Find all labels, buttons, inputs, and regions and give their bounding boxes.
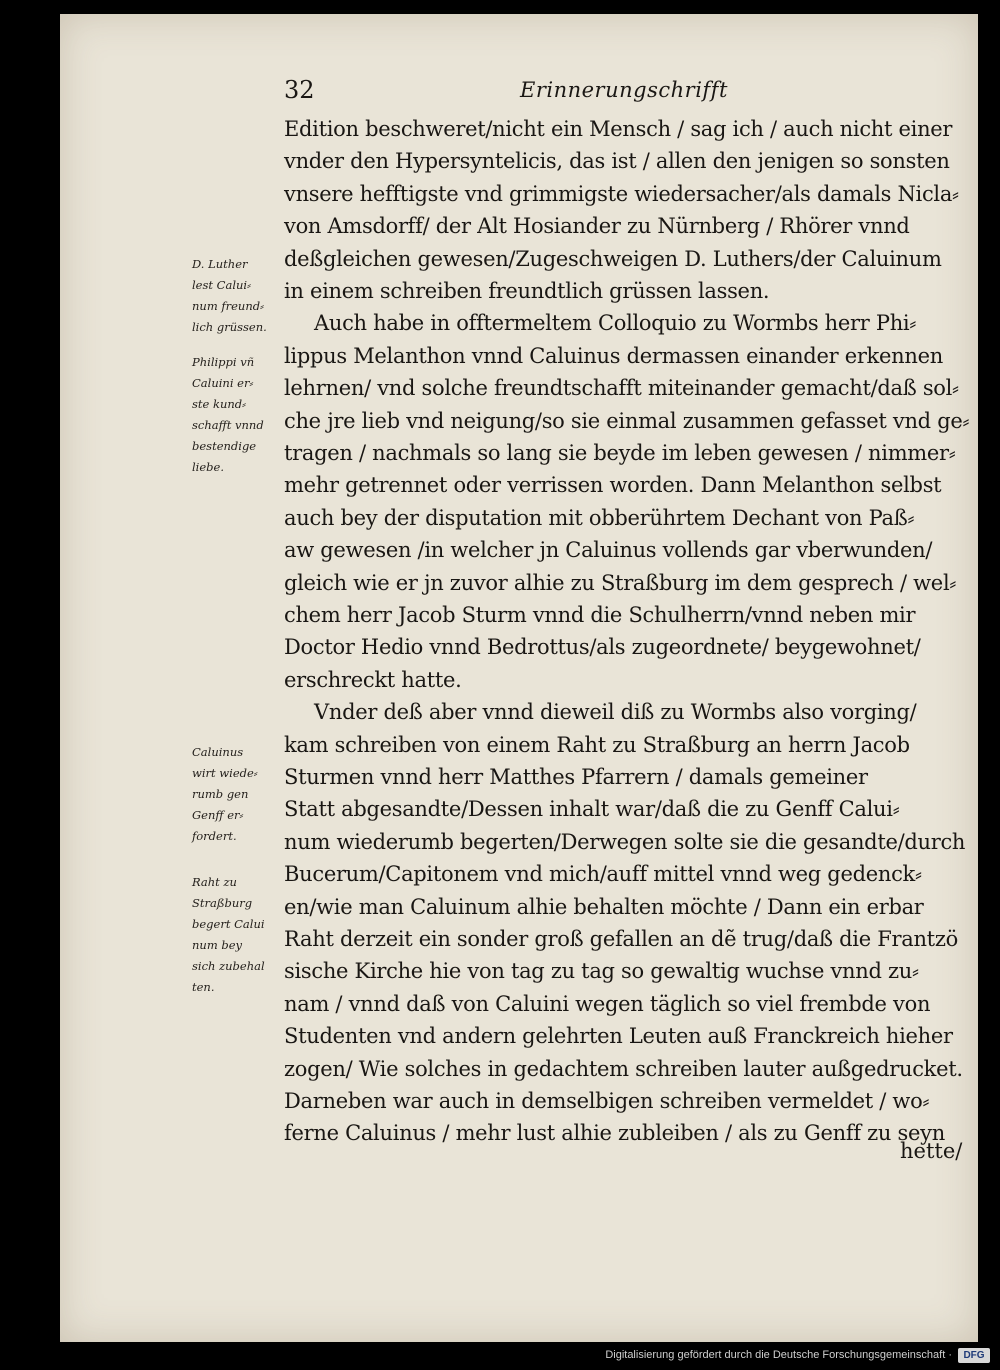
text-line: Bucerum/Capitonem vnd mich/auff mittel vnnd weg gedenck⸗ xyxy=(284,862,922,887)
margin-note-line: sich zubehal xyxy=(192,959,265,973)
text-line: zogen/ Wie solches in gedachtem schreiben lauter außgedrucket. xyxy=(284,1056,963,1081)
text-line: lehrnen/ vnd solche freundtschafft miteinander gemacht/daß sol⸗ xyxy=(284,376,959,401)
text-line: Raht derzeit ein sonder groß gefallen an dẽ trug/daß die Frantzö xyxy=(284,927,958,951)
margin-note-line: Raht zu xyxy=(192,875,237,889)
margin-note xyxy=(192,742,292,847)
text-line: nam / vnnd daß von Caluini wegen täglich so viel frembde von xyxy=(284,991,931,1016)
margin-note-line: ten. xyxy=(192,980,215,994)
book-page xyxy=(60,14,978,1342)
text-line: mehr getrennet oder verrissen worden. Dann Melanthon selbst xyxy=(284,473,942,498)
running-head: Erinnerungschrifft xyxy=(520,78,728,102)
text-line: erschreckt hatte. xyxy=(284,667,462,692)
text-line: auch bey der disputation mit obberührtem Dechant von Paß⸗ xyxy=(284,505,915,530)
margin-note-line: Philippi vñ xyxy=(192,355,255,369)
text-line: aw gewesen /in welcher jn Caluinus vollends gar vberwunden/ xyxy=(284,538,933,563)
page-number: 32 xyxy=(284,76,315,104)
margin-note-line: D. Luther xyxy=(192,257,248,271)
text-line: en/wie man Caluinum alhie behalten möchte / Dann ein erbar xyxy=(284,894,924,919)
margin-note xyxy=(192,872,292,998)
margin-note-line: wirt wiede⸗ xyxy=(192,766,258,780)
text-line: in einem schreiben freundtlich grüssen lassen. xyxy=(284,279,770,303)
text-line: vnsere hefftigste vnd grimmigste wiedersacher/als damals Nicla⸗ xyxy=(284,181,959,206)
margin-note-line: begert Calui xyxy=(192,917,265,931)
text-line: num wiederumb begerten/Derwegen solte sie die gesandte/durch xyxy=(284,829,966,854)
funding-credit: Digitalisierung gefördert durch die Deutsche Forschungsgemeinschaft · xyxy=(605,1349,952,1361)
margin-note-line: Genff er⸗ xyxy=(192,808,244,822)
text-line: Studenten vnd andern gelehrten Leuten auß Franckreich hieher xyxy=(284,1024,953,1049)
text-line: che jre lieb vnd neigung/so sie einmal zusammen gefasset vnd ge⸗ xyxy=(284,408,970,433)
margin-note-line: Caluinus xyxy=(192,745,244,759)
catchword: hette/ xyxy=(900,1139,963,1163)
text-line: sische Kirche hie von tag zu tag so gewaltig wuchse vnnd zu⸗ xyxy=(284,959,919,984)
text-line: tragen / nachmals so lang sie beyde im leben gewesen / nimmer⸗ xyxy=(284,441,956,465)
dfg-logo: DFG xyxy=(958,1348,990,1363)
page-header xyxy=(60,76,978,116)
margin-note-line: bestendige xyxy=(192,439,257,453)
text-line: ferne Caluinus / mehr lust alhie zubleiben / als zu Genff zu seyn xyxy=(284,1121,945,1146)
text-line: Sturmen vnnd herr Matthes Pfarrern / damals gemeiner xyxy=(284,765,868,789)
margin-note-line: lich grüssen. xyxy=(192,320,267,334)
text-line: Edition beschweret/nicht ein Mensch / sag ich / auch nicht einer xyxy=(284,117,953,141)
text-line: gleich wie er jn zuvor alhie zu Straßburg im dem gesprech / wel⸗ xyxy=(284,570,957,595)
text-line: kam schreiben von einem Raht zu Straßburg an herrn Jacob xyxy=(284,732,910,757)
digitization-footer xyxy=(0,1342,1000,1370)
margin-note-line: num freund⸗ xyxy=(192,299,264,313)
margin-notes xyxy=(192,242,292,1002)
text-line: Doctor Hedio vnnd Bedrottus/als zugeordnete/ beygewohnet/ xyxy=(284,635,921,660)
text-line: Auch habe in offtermeltem Colloquio zu Wormbs herr Phi⸗ xyxy=(314,311,917,336)
margin-note xyxy=(192,352,292,478)
margin-note-line: ste kund⸗ xyxy=(192,397,246,411)
margin-note-line: lest Calui⸗ xyxy=(192,278,251,292)
text-line: vnder den Hypersyntelicis, das ist / allen den jenigen so sonsten xyxy=(284,149,950,174)
text-line: Statt abgesandte/Dessen inhalt war/daß die zu Genff Calui⸗ xyxy=(284,797,900,822)
margin-note-line: fordert. xyxy=(192,829,237,843)
text-line: deßgleichen gewesen/Zugeschweigen D. Luthers/der Caluinum xyxy=(284,246,942,271)
margin-note-line: Caluini er⸗ xyxy=(192,376,254,390)
body-text xyxy=(284,114,970,1214)
text-line: Darneben war auch in demselbigen schreiben vermeldet / wo⸗ xyxy=(284,1089,930,1113)
text-line: Vnder deß aber vnnd dieweil diß zu Wormbs also vorging/ xyxy=(314,700,917,725)
margin-note-line: liebe. xyxy=(192,460,224,474)
margin-note-line: schafft vnnd xyxy=(192,418,264,432)
margin-note-line: num bey xyxy=(192,938,243,952)
text-line: lippus Melanthon vnnd Caluinus dermassen einander erkennen xyxy=(284,343,943,368)
text-line: von Amsdorff/ der Alt Hosiander zu Nürnberg / Rhörer vnnd xyxy=(284,214,910,239)
margin-note-line: Straßburg xyxy=(192,896,253,910)
margin-note xyxy=(192,254,292,338)
margin-note-line: rumb gen xyxy=(192,787,249,801)
text-line: chem herr Jacob Sturm vnnd die Schulherrn/vnnd neben mir xyxy=(284,603,916,627)
